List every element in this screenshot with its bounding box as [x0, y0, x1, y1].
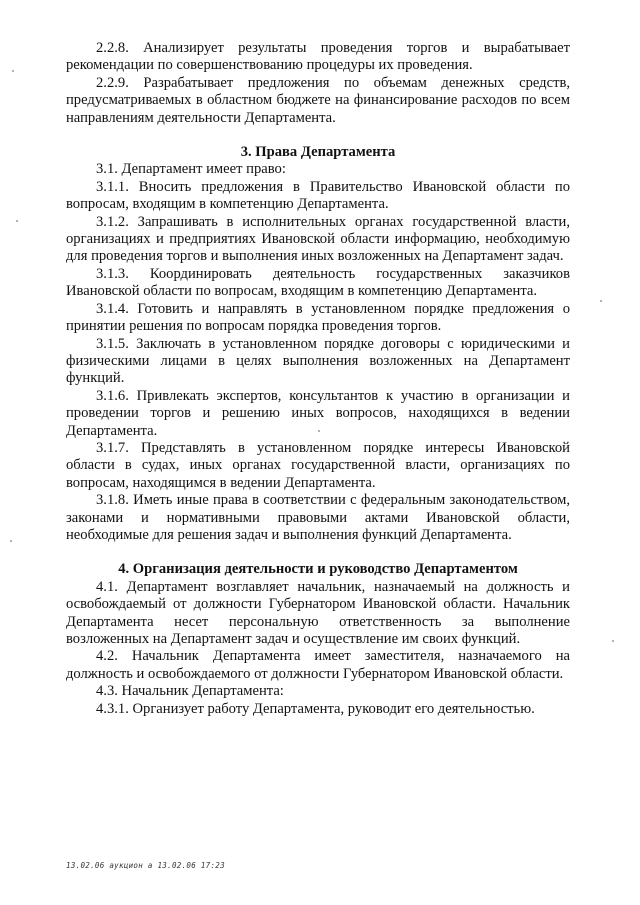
- paragraph-3-1-5: 3.1.5. Заключать в установленном порядке договоры с юридическими и физическими лицами в целях выполнения возложенных на Департамент функций.: [66, 335, 570, 387]
- fax-footer-stamp: 13.02.06 аукцион a 13.02.06 17:23: [66, 861, 225, 870]
- section-4-heading: 4. Организация деятельности и руководство Департаментом: [118, 561, 518, 578]
- paragraph-3-1-2: 3.1.2. Запрашивать в исполнительных органах государственной власти, организациях и предприятиях Ивановской области информацию, необходимую для проведения торгов и выполнения иных возложенных на Департамент задач.: [66, 213, 570, 265]
- scan-speck: [318, 430, 320, 432]
- scan-speck: [612, 640, 614, 642]
- paragraph-3-1: 3.1. Департамент имеет право:: [96, 161, 286, 178]
- paragraph-3-1-8: 3.1.8. Иметь иные права в соответствии с федеральным законодательством, законами и нормативными правовыми актами Ивановской области, необходимые для решения задач и выполнения функций Департамента.: [66, 492, 570, 543]
- paragraph-3-1-6: 3.1.6. Привлекать экспертов, консультантов к участию в организации и проведении торгов и решению иных вопросов, находящихся в ведении Департамента.: [66, 387, 570, 439]
- paragraph-4-1: 4.1. Департамент возглавляет начальник, назначаемый на должность и освобождаемый от должности Губернатором Ивановской области. Начальник Департамента несет персональную ответственность за выполнение возложенных на Департамент задач и осуществление им своих функций.: [66, 578, 570, 647]
- paragraph-4-2: 4.2. Начальник Департамента имеет заместителя, назначаемого на должность и освобождаемого от должности Губернатором Ивановской области.: [66, 648, 570, 682]
- paragraph-3-1-3: 3.1.3. Координировать деятельность государственных заказчиков Ивановской области по вопросам, входящим в компетенцию Департамента.: [66, 265, 570, 300]
- section-3-heading: 3. Права Департамента: [240, 144, 396, 161]
- paragraph-3-1-4: 3.1.4. Готовить и направлять в установленном порядке предложения о принятии решения по вопросам порядка проведения торгов.: [66, 300, 570, 335]
- paragraph-3-1-7: 3.1.7. Представлять в установленном порядке интересы Ивановской области в судах, иных органах государственной власти, организациях по вопросам, находящимся в ведении Департамента.: [66, 439, 570, 491]
- paragraph-4-3: 4.3. Начальник Департамента:: [96, 683, 284, 700]
- paragraph-3-1-1: 3.1.1. Вносить предложения в Правительство Ивановской области по вопросам, входящим в компетенцию Департамента.: [66, 178, 570, 213]
- paragraph-2-2-8: 2.2.8. Анализирует результаты проведения торгов и вырабатывает рекомендации по совершенствованию процедуры их проведения.: [66, 40, 570, 74]
- scan-speck: [16, 220, 18, 222]
- paragraph-2-2-9: 2.2.9. Разрабатывает предложения по объемам денежных средств, предусматриваемых в областном бюджете на финансирование расходов по всем направлениям деятельности Департамента.: [66, 74, 570, 126]
- paragraph-4-3-1: 4.3.1. Организует работу Департамента, руководит его деятельностью.: [96, 700, 535, 717]
- scan-speck: [600, 300, 602, 302]
- document-page: [66, 40, 570, 718]
- scan-speck: [10, 540, 12, 542]
- scan-speck: [12, 70, 14, 72]
